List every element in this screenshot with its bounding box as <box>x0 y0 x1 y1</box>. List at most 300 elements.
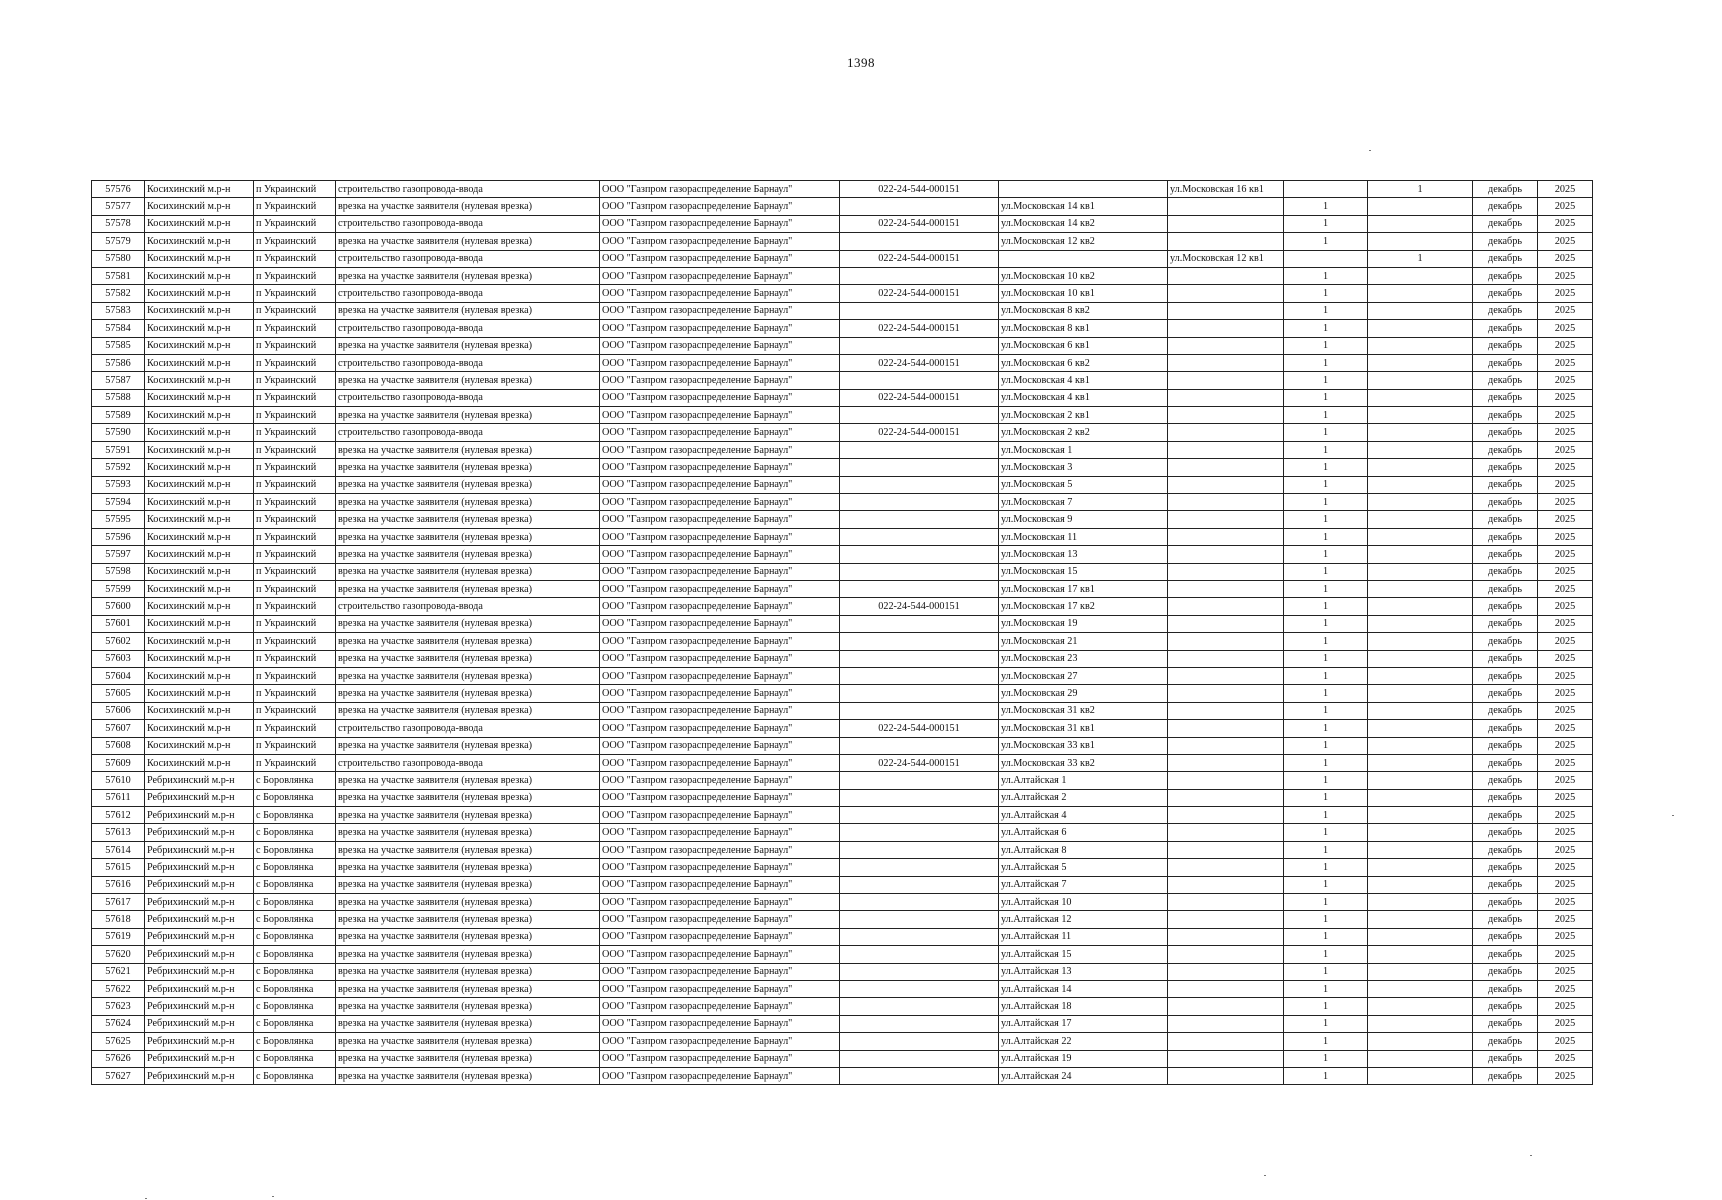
cell-address: ул.Московская 5 <box>999 476 1168 493</box>
cell-work-type: врезка на участке заявителя (нулевая врезка) <box>336 911 600 928</box>
cell-address-alt <box>1168 998 1284 1015</box>
cell-organization: ООО "Газпром газораспределение Барнаул" <box>600 980 840 997</box>
cell-address-alt <box>1168 876 1284 893</box>
cell-month: декабрь <box>1473 528 1538 545</box>
cell-row-number: 57600 <box>92 598 145 615</box>
page-number: 1398 <box>847 55 875 70</box>
cell-project-code: 022-24-544-000151 <box>840 320 999 337</box>
cell-count-b <box>1368 233 1473 250</box>
cell-count-a: 1 <box>1284 598 1368 615</box>
table-row <box>92 389 1593 406</box>
cell-count-b <box>1368 667 1473 684</box>
cell-address: ул.Московская 1 <box>999 441 1168 458</box>
cell-project-code <box>840 233 999 250</box>
cell-project-code <box>840 302 999 319</box>
cell-month: декабрь <box>1473 215 1538 232</box>
cell-district: Косихинский м.р-н <box>145 233 254 250</box>
cell-count-b <box>1368 859 1473 876</box>
cell-address: ул.Московская 27 <box>999 667 1168 684</box>
cell-address: ул.Алтайская 14 <box>999 980 1168 997</box>
cell-organization: ООО "Газпром газораспределение Барнаул" <box>600 615 840 632</box>
cell-month: декабрь <box>1473 563 1538 580</box>
cell-work-type: врезка на участке заявителя (нулевая врезка) <box>336 1033 600 1050</box>
cell-locality: с Боровлянка <box>254 963 336 980</box>
cell-month: декабрь <box>1473 267 1538 284</box>
cell-organization: ООО "Газпром газораспределение Барнаул" <box>600 563 840 580</box>
cell-row-number: 57612 <box>92 807 145 824</box>
cell-year: 2025 <box>1538 267 1593 284</box>
cell-month: декабрь <box>1473 198 1538 215</box>
cell-locality: п Украинский <box>254 528 336 545</box>
cell-project-code <box>840 633 999 650</box>
cell-address: ул.Московская 8 кв2 <box>999 302 1168 319</box>
cell-count-a: 1 <box>1284 720 1368 737</box>
cell-address-alt <box>1168 337 1284 354</box>
cell-organization: ООО "Газпром газораспределение Барнаул" <box>600 580 840 597</box>
cell-address: ул.Московская 2 кв2 <box>999 424 1168 441</box>
cell-year: 2025 <box>1538 911 1593 928</box>
cell-count-b <box>1368 789 1473 806</box>
cell-district: Косихинский м.р-н <box>145 615 254 632</box>
cell-month: декабрь <box>1473 598 1538 615</box>
cell-row-number: 57625 <box>92 1033 145 1050</box>
cell-locality: п Украинский <box>254 372 336 389</box>
cell-count-b <box>1368 546 1473 563</box>
table-row <box>92 580 1593 597</box>
cell-count-a: 1 <box>1284 894 1368 911</box>
cell-row-number: 57595 <box>92 511 145 528</box>
cell-address: ул.Алтайская 11 <box>999 928 1168 945</box>
cell-district: Косихинский м.р-н <box>145 424 254 441</box>
cell-district: Косихинский м.р-н <box>145 407 254 424</box>
cell-address-alt <box>1168 407 1284 424</box>
cell-project-code <box>840 667 999 684</box>
cell-district: Ребрихинский м.р-н <box>145 946 254 963</box>
cell-organization: ООО "Газпром газораспределение Барнаул" <box>600 859 840 876</box>
cell-address-alt <box>1168 928 1284 945</box>
cell-district: Косихинский м.р-н <box>145 459 254 476</box>
cell-year: 2025 <box>1538 859 1593 876</box>
cell-count-b <box>1368 459 1473 476</box>
cell-count-a: 1 <box>1284 1015 1368 1032</box>
table-row <box>92 198 1593 215</box>
cell-year: 2025 <box>1538 459 1593 476</box>
cell-year: 2025 <box>1538 354 1593 371</box>
cell-project-code <box>840 841 999 858</box>
cell-project-code <box>840 476 999 493</box>
cell-organization: ООО "Газпром газораспределение Барнаул" <box>600 720 840 737</box>
cell-work-type: строительство газопровода-ввода <box>336 754 600 771</box>
cell-district: Косихинский м.р-н <box>145 685 254 702</box>
cell-count-a: 1 <box>1284 285 1368 302</box>
cell-count-b <box>1368 876 1473 893</box>
cell-row-number: 57598 <box>92 563 145 580</box>
cell-locality: п Украинский <box>254 754 336 771</box>
cell-address-alt <box>1168 911 1284 928</box>
cell-year: 2025 <box>1538 633 1593 650</box>
cell-address-alt <box>1168 528 1284 545</box>
cell-locality: п Украинский <box>254 476 336 493</box>
cell-year: 2025 <box>1538 1050 1593 1067</box>
cell-month: декабрь <box>1473 963 1538 980</box>
cell-project-code: 022-24-544-000151 <box>840 389 999 406</box>
cell-address-alt <box>1168 980 1284 997</box>
cell-locality: п Украинский <box>254 615 336 632</box>
table-row <box>92 876 1593 893</box>
cell-work-type: врезка на участке заявителя (нулевая врезка) <box>336 1050 600 1067</box>
table-row <box>92 737 1593 754</box>
cell-year: 2025 <box>1538 876 1593 893</box>
cell-address: ул.Алтайская 12 <box>999 911 1168 928</box>
cell-year: 2025 <box>1538 302 1593 319</box>
cell-district: Ребрихинский м.р-н <box>145 1033 254 1050</box>
cell-address-alt <box>1168 1050 1284 1067</box>
cell-district: Ребрихинский м.р-н <box>145 998 254 1015</box>
cell-district: Косихинский м.р-н <box>145 250 254 267</box>
cell-year: 2025 <box>1538 702 1593 719</box>
cell-organization: ООО "Газпром газораспределение Барнаул" <box>600 598 840 615</box>
cell-count-a: 1 <box>1284 354 1368 371</box>
cell-project-code: 022-24-544-000151 <box>840 720 999 737</box>
cell-address-alt <box>1168 285 1284 302</box>
cell-address: ул.Московская 17 кв1 <box>999 580 1168 597</box>
cell-address-alt <box>1168 215 1284 232</box>
table-row <box>92 407 1593 424</box>
cell-year: 2025 <box>1538 685 1593 702</box>
cell-address: ул.Алтайская 13 <box>999 963 1168 980</box>
cell-address-alt <box>1168 1033 1284 1050</box>
table-row <box>92 702 1593 719</box>
cell-count-a: 1 <box>1284 911 1368 928</box>
cell-locality: п Украинский <box>254 215 336 232</box>
cell-row-number: 57603 <box>92 650 145 667</box>
cell-count-a: 1 <box>1284 928 1368 945</box>
cell-organization: ООО "Газпром газораспределение Барнаул" <box>600 650 840 667</box>
cell-count-a: 1 <box>1284 337 1368 354</box>
cell-address-alt <box>1168 198 1284 215</box>
cell-row-number: 57620 <box>92 946 145 963</box>
cell-project-code <box>840 963 999 980</box>
cell-month: декабрь <box>1473 320 1538 337</box>
scan-speck <box>1672 815 1674 816</box>
cell-project-code <box>840 1015 999 1032</box>
cell-district: Косихинский м.р-н <box>145 441 254 458</box>
table-row <box>92 998 1593 1015</box>
cell-row-number: 57611 <box>92 789 145 806</box>
cell-work-type: строительство газопровода-ввода <box>336 181 600 198</box>
cell-locality: п Украинский <box>254 250 336 267</box>
cell-row-number: 57588 <box>92 389 145 406</box>
table-row <box>92 337 1593 354</box>
cell-count-a: 1 <box>1284 615 1368 632</box>
cell-count-b <box>1368 528 1473 545</box>
cell-count-b <box>1368 824 1473 841</box>
cell-count-b: 1 <box>1368 250 1473 267</box>
cell-work-type: врезка на участке заявителя (нулевая врезка) <box>336 946 600 963</box>
cell-district: Ребрихинский м.р-н <box>145 772 254 789</box>
table-row <box>92 772 1593 789</box>
cell-count-a: 1 <box>1284 459 1368 476</box>
cell-organization: ООО "Газпром газораспределение Барнаул" <box>600 789 840 806</box>
cell-count-b <box>1368 354 1473 371</box>
table-row <box>92 1050 1593 1067</box>
cell-address: ул.Московская 10 кв2 <box>999 267 1168 284</box>
cell-organization: ООО "Газпром газораспределение Барнаул" <box>600 546 840 563</box>
cell-address: ул.Московская 17 кв2 <box>999 598 1168 615</box>
cell-count-b <box>1368 285 1473 302</box>
cell-work-type: строительство газопровода-ввода <box>336 424 600 441</box>
cell-year: 2025 <box>1538 789 1593 806</box>
cell-work-type: врезка на участке заявителя (нулевая врезка) <box>336 963 600 980</box>
cell-project-code: 022-24-544-000151 <box>840 754 999 771</box>
cell-locality: с Боровлянка <box>254 1033 336 1050</box>
cell-address: ул.Московская 13 <box>999 546 1168 563</box>
cell-count-b <box>1368 737 1473 754</box>
cell-month: декабрь <box>1473 633 1538 650</box>
cell-project-code <box>840 563 999 580</box>
table-row <box>92 181 1593 198</box>
cell-locality: п Украинский <box>254 563 336 580</box>
cell-project-code <box>840 1050 999 1067</box>
cell-address: ул.Московская 14 кв2 <box>999 215 1168 232</box>
cell-month: декабрь <box>1473 650 1538 667</box>
cell-row-number: 57577 <box>92 198 145 215</box>
cell-address: ул.Московская 4 кв1 <box>999 389 1168 406</box>
cell-year: 2025 <box>1538 215 1593 232</box>
cell-count-a: 1 <box>1284 963 1368 980</box>
cell-district: Косихинский м.р-н <box>145 633 254 650</box>
cell-row-number: 57610 <box>92 772 145 789</box>
cell-row-number: 57576 <box>92 181 145 198</box>
cell-address-alt <box>1168 302 1284 319</box>
cell-project-code <box>840 1067 999 1084</box>
table-row <box>92 598 1593 615</box>
cell-district: Ребрихинский м.р-н <box>145 963 254 980</box>
cell-locality: с Боровлянка <box>254 824 336 841</box>
table-row <box>92 841 1593 858</box>
table-row <box>92 267 1593 284</box>
cell-row-number: 57618 <box>92 911 145 928</box>
cell-month: декабрь <box>1473 494 1538 511</box>
cell-district: Косихинский м.р-н <box>145 198 254 215</box>
cell-organization: ООО "Газпром газораспределение Барнаул" <box>600 407 840 424</box>
cell-locality: п Украинский <box>254 494 336 511</box>
cell-address-alt <box>1168 685 1284 702</box>
cell-address: ул.Алтайская 24 <box>999 1067 1168 1084</box>
cell-count-b <box>1368 702 1473 719</box>
cell-project-code: 022-24-544-000151 <box>840 181 999 198</box>
cell-row-number: 57607 <box>92 720 145 737</box>
cell-organization: ООО "Газпром газораспределение Барнаул" <box>600 372 840 389</box>
cell-month: декабрь <box>1473 476 1538 493</box>
cell-year: 2025 <box>1538 424 1593 441</box>
cell-count-b <box>1368 215 1473 232</box>
cell-row-number: 57617 <box>92 894 145 911</box>
cell-district: Косихинский м.р-н <box>145 650 254 667</box>
cell-work-type: врезка на участке заявителя (нулевая врезка) <box>336 702 600 719</box>
cell-organization: ООО "Газпром газораспределение Барнаул" <box>600 267 840 284</box>
cell-year: 2025 <box>1538 389 1593 406</box>
cell-address: ул.Алтайская 15 <box>999 946 1168 963</box>
cell-address-alt <box>1168 963 1284 980</box>
cell-row-number: 57584 <box>92 320 145 337</box>
cell-organization: ООО "Газпром газораспределение Барнаул" <box>600 841 840 858</box>
cell-organization: ООО "Газпром газораспределение Барнаул" <box>600 928 840 945</box>
cell-work-type: врезка на участке заявителя (нулевая врезка) <box>336 407 600 424</box>
cell-count-b <box>1368 1050 1473 1067</box>
cell-row-number: 57590 <box>92 424 145 441</box>
cell-work-type: строительство газопровода-ввода <box>336 285 600 302</box>
table-row <box>92 1015 1593 1032</box>
cell-address: ул.Московская 31 кв2 <box>999 702 1168 719</box>
cell-row-number: 57608 <box>92 737 145 754</box>
cell-row-number: 57579 <box>92 233 145 250</box>
table-row <box>92 563 1593 580</box>
table-row <box>92 650 1593 667</box>
cell-district: Ребрихинский м.р-н <box>145 824 254 841</box>
cell-year: 2025 <box>1538 946 1593 963</box>
cell-month: декабрь <box>1473 233 1538 250</box>
cell-year: 2025 <box>1538 441 1593 458</box>
cell-locality: п Украинский <box>254 198 336 215</box>
cell-organization: ООО "Газпром газораспределение Барнаул" <box>600 424 840 441</box>
cell-month: декабрь <box>1473 1067 1538 1084</box>
cell-address-alt <box>1168 633 1284 650</box>
cell-district: Ребрихинский м.р-н <box>145 980 254 997</box>
cell-row-number: 57597 <box>92 546 145 563</box>
cell-work-type: врезка на участке заявителя (нулевая врезка) <box>336 1015 600 1032</box>
cell-count-a: 1 <box>1284 685 1368 702</box>
cell-district: Ребрихинский м.р-н <box>145 841 254 858</box>
cell-count-a: 1 <box>1284 754 1368 771</box>
cell-count-b <box>1368 337 1473 354</box>
table-row <box>92 1067 1593 1084</box>
cell-address: ул.Московская 12 кв2 <box>999 233 1168 250</box>
cell-row-number: 57613 <box>92 824 145 841</box>
cell-address: ул.Московская 14 кв1 <box>999 198 1168 215</box>
cell-organization: ООО "Газпром газораспределение Барнаул" <box>600 754 840 771</box>
cell-work-type: врезка на участке заявителя (нулевая врезка) <box>336 546 600 563</box>
cell-count-b <box>1368 372 1473 389</box>
cell-district: Ребрихинский м.р-н <box>145 1067 254 1084</box>
cell-locality: п Украинский <box>254 598 336 615</box>
cell-count-a: 1 <box>1284 824 1368 841</box>
cell-count-a: 1 <box>1284 789 1368 806</box>
cell-locality: с Боровлянка <box>254 998 336 1015</box>
cell-locality: п Украинский <box>254 337 336 354</box>
cell-work-type: врезка на участке заявителя (нулевая врезка) <box>336 1067 600 1084</box>
scan-speck <box>272 1196 274 1197</box>
cell-work-type: врезка на участке заявителя (нулевая врезка) <box>336 876 600 893</box>
table-row <box>92 928 1593 945</box>
cell-work-type: врезка на участке заявителя (нулевая врезка) <box>336 650 600 667</box>
cell-address <box>999 181 1168 198</box>
cell-year: 2025 <box>1538 528 1593 545</box>
cell-year: 2025 <box>1538 598 1593 615</box>
cell-month: декабрь <box>1473 754 1538 771</box>
cell-project-code: 022-24-544-000151 <box>840 354 999 371</box>
cell-month: декабрь <box>1473 181 1538 198</box>
cell-address: ул.Алтайская 7 <box>999 876 1168 893</box>
cell-month: декабрь <box>1473 1050 1538 1067</box>
cell-organization: ООО "Газпром газораспределение Барнаул" <box>600 181 840 198</box>
cell-project-code <box>840 737 999 754</box>
table-row <box>92 320 1593 337</box>
cell-address-alt <box>1168 563 1284 580</box>
cell-project-code <box>840 824 999 841</box>
cell-locality: с Боровлянка <box>254 841 336 858</box>
cell-count-b <box>1368 267 1473 284</box>
cell-address: ул.Алтайская 4 <box>999 807 1168 824</box>
cell-year: 2025 <box>1538 580 1593 597</box>
cell-address-alt <box>1168 789 1284 806</box>
cell-month: декабрь <box>1473 824 1538 841</box>
cell-district: Косихинский м.р-н <box>145 320 254 337</box>
cell-work-type: врезка на участке заявителя (нулевая врезка) <box>336 511 600 528</box>
cell-project-code <box>840 494 999 511</box>
cell-project-code <box>840 859 999 876</box>
cell-work-type: врезка на участке заявителя (нулевая врезка) <box>336 685 600 702</box>
cell-district: Косихинский м.р-н <box>145 563 254 580</box>
cell-locality: п Украинский <box>254 302 336 319</box>
cell-count-b <box>1368 320 1473 337</box>
cell-address: ул.Алтайская 19 <box>999 1050 1168 1067</box>
cell-count-a: 1 <box>1284 563 1368 580</box>
cell-work-type: строительство газопровода-ввода <box>336 389 600 406</box>
cell-row-number: 57580 <box>92 250 145 267</box>
cell-organization: ООО "Газпром газораспределение Барнаул" <box>600 685 840 702</box>
cell-address: ул.Московская 10 кв1 <box>999 285 1168 302</box>
cell-row-number: 57585 <box>92 337 145 354</box>
table-row <box>92 546 1593 563</box>
cell-organization: ООО "Газпром газораспределение Барнаул" <box>600 1015 840 1032</box>
cell-work-type: врезка на участке заявителя (нулевая врезка) <box>336 302 600 319</box>
cell-address: ул.Алтайская 10 <box>999 894 1168 911</box>
cell-work-type: строительство газопровода-ввода <box>336 250 600 267</box>
cell-district: Ребрихинский м.р-н <box>145 894 254 911</box>
cell-row-number: 57627 <box>92 1067 145 1084</box>
cell-work-type: врезка на участке заявителя (нулевая врезка) <box>336 841 600 858</box>
cell-locality: п Украинский <box>254 441 336 458</box>
table-row <box>92 789 1593 806</box>
cell-year: 2025 <box>1538 407 1593 424</box>
cell-address: ул.Московская 2 кв1 <box>999 407 1168 424</box>
cell-district: Косихинский м.р-н <box>145 354 254 371</box>
cell-row-number: 57605 <box>92 685 145 702</box>
cell-row-number: 57594 <box>92 494 145 511</box>
cell-work-type: врезка на участке заявителя (нулевая врезка) <box>336 807 600 824</box>
cell-count-a: 1 <box>1284 441 1368 458</box>
cell-address: ул.Алтайская 22 <box>999 1033 1168 1050</box>
cell-organization: ООО "Газпром газораспределение Барнаул" <box>600 702 840 719</box>
cell-address-alt <box>1168 702 1284 719</box>
cell-row-number: 57624 <box>92 1015 145 1032</box>
cell-month: декабрь <box>1473 546 1538 563</box>
cell-project-code <box>840 998 999 1015</box>
cell-locality: с Боровлянка <box>254 876 336 893</box>
cell-locality: п Украинский <box>254 720 336 737</box>
table-row <box>92 372 1593 389</box>
cell-address-alt <box>1168 946 1284 963</box>
table-row <box>92 754 1593 771</box>
cell-project-code <box>840 459 999 476</box>
cell-organization: ООО "Газпром газораспределение Барнаул" <box>600 1033 840 1050</box>
cell-project-code <box>840 546 999 563</box>
cell-count-a: 1 <box>1284 998 1368 1015</box>
cell-district: Косихинский м.р-н <box>145 267 254 284</box>
cell-month: декабрь <box>1473 615 1538 632</box>
cell-project-code <box>840 946 999 963</box>
